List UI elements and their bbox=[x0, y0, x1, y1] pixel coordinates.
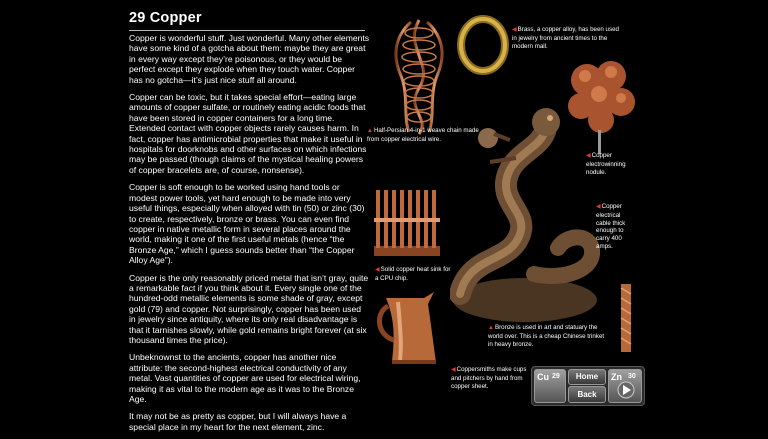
copper-heat-sink-image bbox=[372, 186, 442, 260]
caption-dragon: ▲Bronze is used in art and statuary the world over. This is a cheap Chinese trinket in heavy bronze. bbox=[488, 324, 605, 348]
page-title bbox=[129, 10, 202, 26]
back-button[interactable]: Back bbox=[568, 386, 606, 403]
caption-pitcher: ◀Coppersmiths make cups and pitchers by hand from copper sheet. bbox=[451, 366, 527, 390]
next-element-symbol: Zn bbox=[611, 372, 622, 382]
caption-marker-icon: ◀ bbox=[586, 153, 591, 159]
caption-heat-sink: ◀Solid copper heat sink for a CPU chip. bbox=[375, 266, 451, 282]
caption-cable: ◀Copper electrical cable thick enough to carry 400 amps. bbox=[596, 203, 626, 250]
caption-brass: ◀Brass, a copper alloy, has been used in jewelry from ancient times to the modern mall. bbox=[512, 26, 619, 50]
caption-marker-icon: ▲ bbox=[367, 128, 373, 134]
bronze-dragon-image bbox=[450, 104, 600, 324]
article-body bbox=[129, 33, 370, 439]
current-element-number: 29 bbox=[552, 373, 560, 380]
caption-marker-icon: ◀ bbox=[451, 367, 456, 373]
next-element-number: 30 bbox=[628, 373, 636, 380]
paragraph: It may not be as pretty as copper, but I will always have a special place in my heart for the next element, zinc. bbox=[129, 411, 347, 432]
next-element-button[interactable] bbox=[608, 369, 642, 403]
caption-marker-icon: ◀ bbox=[596, 204, 601, 210]
copper-pitcher-image bbox=[376, 292, 454, 368]
paragraph: Copper is the only reasonably priced metal that isn’t gray, quite a remarkable fact if you think about it. Every single one of the hundred-odd metallic elements is some shade of gray, except gold (79) and copper. Not surprisingly, copper has been used in jewelry since antiquity, where its only real disadvantage is that it tarnishes slowly, while gold remains bright forever (at six thousand times the price). bbox=[129, 272, 369, 345]
caption-nodule: ◀Copper electrowinning nodule. bbox=[586, 152, 626, 176]
current-element-tile[interactable] bbox=[534, 369, 566, 403]
paragraph: Unbeknownst to the ancients, copper has another nice attribute: the second-highest electrical conductivity of any metal. Vast quantities of copper are used for electrical wiring, making it as vital to the modern age as it was to the Bronze Age. bbox=[129, 352, 361, 404]
caption-marker-icon: ▲ bbox=[488, 325, 494, 331]
next-arrow-icon bbox=[617, 381, 635, 399]
brass-ring-image bbox=[457, 15, 509, 75]
caption-chain: ▲Half-Persian 4-in-1 weave chain made from copper electrical wire. bbox=[367, 127, 479, 143]
copper-cable-image bbox=[619, 284, 633, 352]
caption-marker-icon: ◀ bbox=[512, 27, 517, 33]
paragraph: Copper is soft enough to be worked using hand tools or modest power tools, yet hard enough to be made into very useful things, especially when alloyed with tin (50) or zinc (30) to create, respectively, bronze or brass. You can even find copper in native metallic form in several places around the world, making it one of the first useful metals (hence “the Bronze Age,” which I guess sounds better than “the Copper Alloy Age”). bbox=[129, 182, 365, 266]
current-element-symbol: Cu bbox=[537, 372, 549, 382]
paragraph: Copper is wonderful stuff. Just wonderful. Many other elements have some kind of a gotcha about them: maybe they are great in every way except they’re poisonous, or they would be perfect except they explode when they touch water. Copper has no gotcha—it’s just nice stuff all around. bbox=[129, 33, 370, 85]
navigation-panel bbox=[531, 366, 645, 406]
element-name: Copper bbox=[149, 10, 202, 26]
caption-marker-icon: ◀ bbox=[375, 267, 380, 273]
copper-chain-image bbox=[383, 18, 455, 136]
element-number: 29 bbox=[129, 10, 146, 26]
title-divider bbox=[129, 30, 365, 31]
paragraph: Copper can be toxic, but it takes special effort—eating large amounts of copper sulfate, or routinely eating acidic foods that have been stored in copper containers for a long time. Extended contact with copper objects rarely causes harm. In fact, copper has antimicrobial properties that make it useful in hospitals for doorknobs and other surfaces on which infections may be passed (though claims of the mystical healing powers of copper bracelets are, of course, nonsense). bbox=[129, 92, 367, 175]
home-button[interactable]: Home bbox=[568, 369, 606, 385]
